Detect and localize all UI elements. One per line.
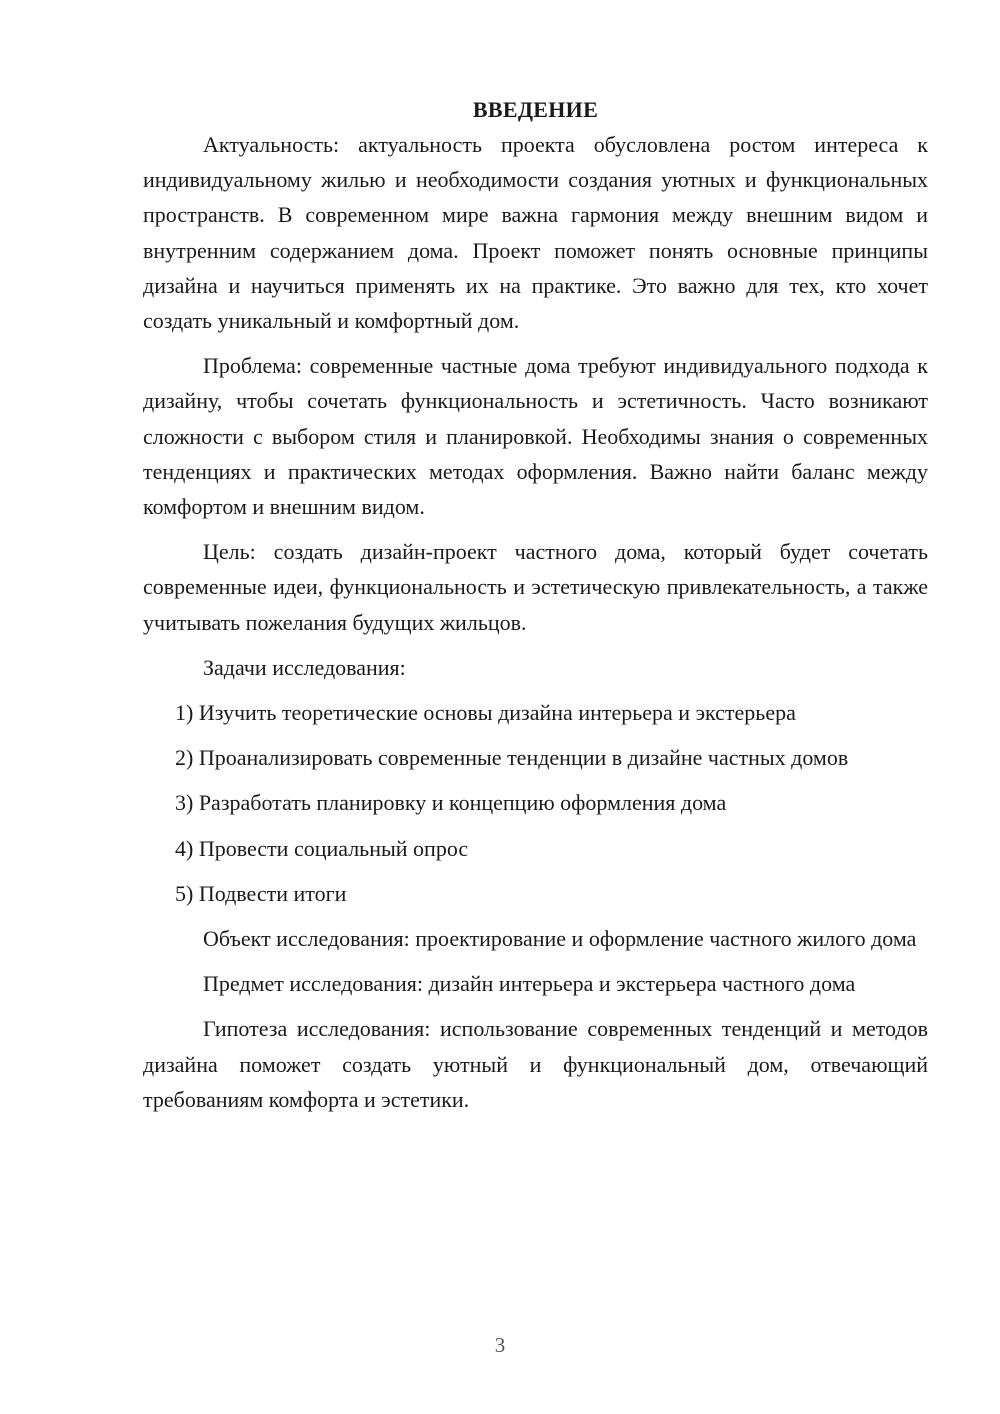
- relevance-paragraph: Актуальность: актуальность проекта обусловлена ростом интереса к индивидуальному жилью и необходимости создания уютных и функциональных пространств. В современном мире важна гармония между внешним видом и внутренним содержанием дома. Проект поможет понять основные принципы дизайна и научиться применять их на практике. Это важно для тех, кто хочет создать уникальный и комфортный дом.: [143, 132, 928, 334]
- task-item: 3) Разработать планировку и концепцию оформления дома: [175, 790, 727, 816]
- document-page: [143, 92, 928, 1127]
- tasks-title: Задачи исследования:: [203, 654, 406, 680]
- task-item: 5) Подвести итоги: [175, 880, 347, 906]
- task-item: 1) Изучить теоретические основы дизайна интерьера и экстерьера: [175, 700, 796, 726]
- problem-paragraph: Проблема: современные частные дома требуют индивидуального подхода к дизайну, чтобы сочетать функциональность и эстетичность. Часто возникают сложности с выбором стиля и планировкой. Необходимы знания о современных тенденциях и практических методах оформления. Важно найти баланс между комфортом и внешним видом.: [143, 353, 928, 520]
- page-number: 3: [494, 1333, 506, 1357]
- subject-paragraph: Предмет исследования: дизайн интерьера и экстерьера частного дома: [203, 971, 856, 997]
- hypothesis-paragraph: Гипотеза исследования: использование современных тенденций и методов дизайна поможет создать уютный и функциональный дом, отвечающий требованиям комфорта и эстетики.: [143, 1016, 928, 1112]
- object-paragraph: Объект исследования: проектирование и оформление частного жилого дома: [203, 926, 917, 952]
- task-item: 2) Проанализировать современные тенденции в дизайне частных домов: [175, 745, 849, 771]
- page-title: ВВЕДЕНИЕ: [472, 97, 599, 122]
- goal-paragraph: Цель: создать дизайн-проект частного дома, который будет сочетать современные идеи, функциональность и эстетическую привлекательность, а также учитывать пожелания будущих жильцов.: [143, 539, 928, 635]
- task-item: 4) Провести социальный опрос: [175, 835, 469, 861]
